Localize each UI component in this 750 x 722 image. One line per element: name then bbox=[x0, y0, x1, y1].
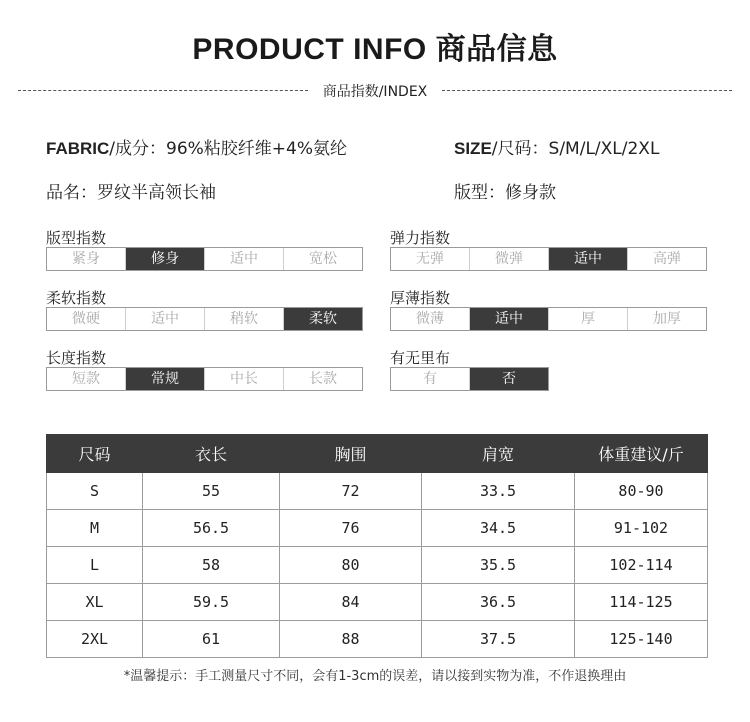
index-option: 长款 bbox=[309, 371, 337, 387]
table-row bbox=[47, 547, 708, 584]
fit-type-value: 修身款 bbox=[505, 183, 556, 203]
size-table-header-cell: 肩宽 bbox=[422, 435, 575, 473]
index-option: 宽松 bbox=[309, 251, 337, 267]
table-cell: 76 bbox=[280, 510, 422, 547]
table-cell: 91-102 bbox=[575, 510, 708, 547]
index-option: 稍软 bbox=[205, 308, 284, 330]
measurement-note: *温馨提示：手工测量尺寸不同，会有1-3cm的误差，请以接到实物为准，不作退换理由 bbox=[123, 669, 627, 684]
index-title: 长度指数 bbox=[46, 349, 107, 367]
size-table-header-cell: 衣长 bbox=[143, 435, 280, 473]
table-cell: 125-140 bbox=[575, 621, 708, 658]
index-option-selected: 适中 bbox=[549, 248, 628, 270]
table-cell: 36.5 bbox=[422, 584, 575, 621]
size-label: SIZE bbox=[454, 139, 492, 158]
table-cell: 88 bbox=[280, 621, 422, 658]
index-divider bbox=[18, 81, 732, 101]
table-row bbox=[47, 510, 708, 547]
index-option-selected: 否 bbox=[470, 368, 548, 390]
index-title: 版型指数 bbox=[46, 229, 107, 247]
index-option: 适中 bbox=[126, 308, 205, 330]
index-option: 紧身 bbox=[47, 248, 126, 270]
fabric-info bbox=[46, 134, 347, 159]
size-value: S/M/L/XL/2XL bbox=[548, 139, 660, 159]
size-table-header bbox=[47, 435, 708, 473]
index-option-selected: 柔软 bbox=[284, 308, 362, 330]
index-scale bbox=[390, 247, 707, 271]
table-cell: 33.5 bbox=[422, 473, 575, 510]
product-name-value: 罗纹半高领长袖 bbox=[97, 183, 216, 203]
index-option: 微薄 bbox=[391, 308, 470, 330]
fabric-suffix: /成分： bbox=[109, 139, 167, 159]
table-cell: 61 bbox=[143, 621, 280, 658]
index-scale bbox=[46, 247, 363, 271]
divider-line-right bbox=[442, 90, 732, 91]
page-title: PRODUCT INFO 商品信息 bbox=[192, 33, 558, 66]
table-cell: S bbox=[47, 473, 143, 510]
index-option: 有 bbox=[391, 368, 470, 390]
divider-label: 商品指数/INDEX bbox=[322, 84, 428, 100]
index-option-selected: 修身 bbox=[126, 248, 205, 270]
size-suffix: /尺码： bbox=[491, 139, 549, 159]
index-option: 适中 bbox=[205, 248, 284, 270]
table-cell: L bbox=[47, 547, 143, 584]
index-option: 微硬 bbox=[47, 308, 126, 330]
index-option: 高弹 bbox=[653, 251, 681, 267]
table-row bbox=[47, 621, 708, 658]
index-scale bbox=[46, 307, 363, 331]
fabric-label: FABRIC bbox=[46, 139, 110, 158]
table-cell: 55 bbox=[143, 473, 280, 510]
table-cell: XL bbox=[47, 584, 143, 621]
table-cell: 114-125 bbox=[575, 584, 708, 621]
index-scale bbox=[46, 367, 363, 391]
index-option: 短款 bbox=[47, 368, 126, 390]
table-row bbox=[47, 473, 708, 510]
index-option-selected: 适中 bbox=[470, 308, 549, 330]
fit-type-info bbox=[454, 178, 556, 203]
size-table-body bbox=[47, 473, 708, 658]
table-row bbox=[47, 584, 708, 621]
table-cell: 37.5 bbox=[422, 621, 575, 658]
table-cell: 80-90 bbox=[575, 473, 708, 510]
product-name-info bbox=[46, 178, 216, 203]
table-cell: 59.5 bbox=[143, 584, 280, 621]
table-cell: M bbox=[47, 510, 143, 547]
index-scale bbox=[390, 307, 707, 331]
table-cell: 35.5 bbox=[422, 547, 575, 584]
size-table-header-cell: 体重建议/斤 bbox=[575, 435, 708, 473]
table-cell: 2XL bbox=[47, 621, 143, 658]
table-cell: 102-114 bbox=[575, 547, 708, 584]
table-cell: 84 bbox=[280, 584, 422, 621]
index-option: 无弹 bbox=[391, 248, 470, 270]
product-name-label: 品名： bbox=[46, 183, 97, 203]
table-cell: 58 bbox=[143, 547, 280, 584]
size-table-header-cell: 胸围 bbox=[280, 435, 422, 473]
index-option: 微弹 bbox=[470, 248, 549, 270]
table-cell: 56.5 bbox=[143, 510, 280, 547]
index-title: 柔软指数 bbox=[46, 289, 107, 307]
index-title: 有无里布 bbox=[390, 349, 451, 367]
fabric-value: 96%粘胶纤维+4%氨纶 bbox=[166, 139, 348, 159]
size-info bbox=[454, 134, 659, 159]
table-cell: 80 bbox=[280, 547, 422, 584]
size-table bbox=[46, 434, 708, 658]
table-cell: 34.5 bbox=[422, 510, 575, 547]
index-option: 厚 bbox=[549, 308, 628, 330]
fit-type-label: 版型： bbox=[454, 183, 505, 203]
index-title: 厚薄指数 bbox=[390, 289, 451, 307]
index-option: 中长 bbox=[205, 368, 284, 390]
table-cell: 72 bbox=[280, 473, 422, 510]
index-scale bbox=[390, 367, 549, 391]
index-title: 弹力指数 bbox=[390, 229, 451, 247]
index-option-selected: 常规 bbox=[126, 368, 205, 390]
size-table-header-cell: 尺码 bbox=[47, 435, 143, 473]
index-option: 加厚 bbox=[653, 311, 681, 327]
